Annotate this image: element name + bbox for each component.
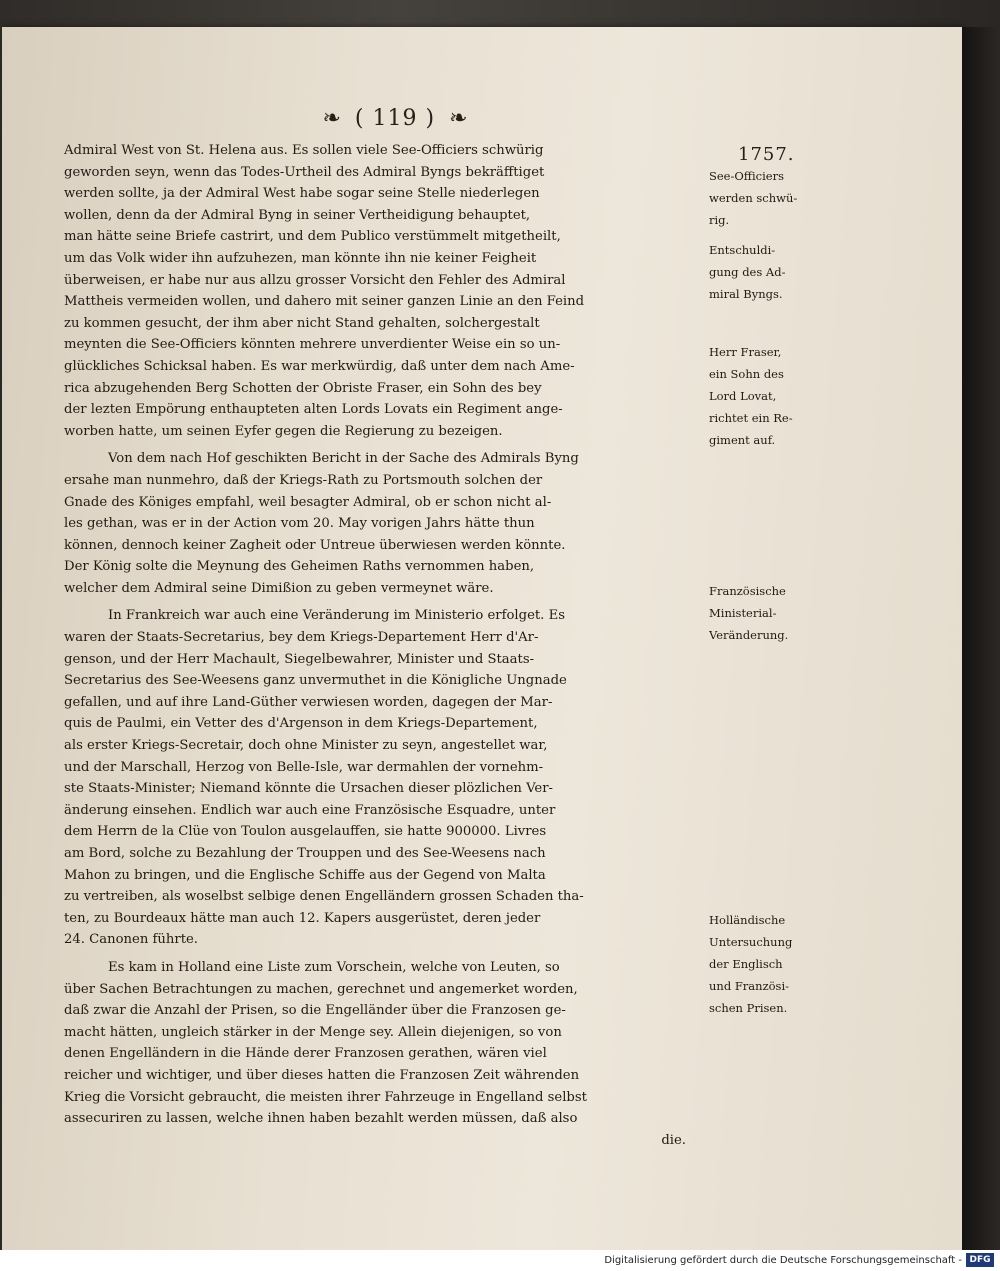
text-line: Mahon zu bringen, und die Englische Schiffe aus der Gegend von Malta: [64, 867, 546, 883]
text-line: Admiral West von St. Helena aus. Es sollen viele See-Officiers schwürig: [64, 143, 544, 158]
text-line: Der König solte die Meynung des Geheimen Raths vernommen haben,: [64, 559, 535, 575]
text-line: quis de Paulmi, ein Vetter des d'Argenson in dem Kriegs-Departement,: [64, 716, 538, 732]
margin-line: miral Byngs.: [709, 287, 783, 301]
margin-line: rig.: [709, 213, 730, 227]
text-line: geworden seyn, wenn das Todes-Urtheil des Admiral Byngs bekräfftiget: [64, 164, 545, 180]
text-line: Mattheis vermeiden wollen, und dahero mit seiner ganzen Linie an den Feind: [64, 294, 585, 310]
text-line: 24. Canonen führte.: [64, 932, 198, 948]
margin-line: Ministerial-: [709, 606, 777, 620]
text-line: Gnade des Königes empfahl, weil besagter Admiral, ob er schon nicht al-: [64, 494, 552, 510]
margin-line: Herr Fraser,: [709, 345, 782, 359]
margin-line: Untersuchung: [709, 935, 793, 949]
margin-line: der Englisch: [709, 957, 783, 971]
text-line: um das Volk wider ihn aufzuhezen, man könnte ihn nie keiner Feigheit: [64, 250, 537, 266]
text-line: zu vertreiben, als woselbst selbige denen Engelländern grossen Schaden tha-: [64, 889, 584, 905]
text-line: ste Staats-Minister; Niemand könnte die Ursachen dieser plözlichen Ver-: [64, 781, 553, 797]
text-line: Es kam in Holland eine Liste zum Vorschein, welche von Leuten, so: [108, 959, 560, 975]
text-line: daß zwar die Anzahl der Prisen, so die Engelländer über die Franzosen ge-: [64, 1003, 566, 1019]
text-line: gefallen, und auf ihre Land-Güther verwiesen worden, dagegen der Mar-: [64, 694, 553, 710]
margin-line: ein Sohn des: [709, 367, 784, 381]
text-line: werden sollte, ja der Admiral West habe sogar seine Stelle niederlegen: [64, 186, 540, 202]
margin-line: giment auf.: [709, 433, 776, 447]
text-line: ersahe man nunmehro, daß der Kriegs-Rath zu Portsmouth solchen der: [64, 472, 543, 488]
year-marker: 1757.: [738, 144, 795, 165]
text-line: überweisen, er habe nur aus allzu grosser Vorsicht den Fehler des Admiral: [64, 272, 566, 288]
text-line: ten, zu Bourdeaux hätte man auch 12. Kapers ausgerüstet, deren jeder: [64, 910, 541, 926]
catchword: die.: [661, 1132, 686, 1148]
paragraph-holland-list: [64, 957, 706, 1151]
margin-note-france: [709, 583, 819, 649]
text-line: man hätte seine Briefe castrirt, und dem Publico verstümmelt mitgetheilt,: [64, 229, 561, 245]
text-line: assecuriren zu lassen, welche ihnen haben bezahlt werden müssen, daß also: [64, 1111, 578, 1127]
text-line: In Frankreich war auch eine Veränderung im Ministerio erfolget. Es: [108, 608, 565, 624]
margin-line: werden schwü-: [709, 191, 798, 205]
ornament-left-icon: ❧: [322, 105, 341, 131]
dfg-logo-icon: DFG: [966, 1253, 994, 1267]
text-line: wollen, denn da der Admiral Byng in seiner Vertheidigung behauptet,: [64, 207, 531, 223]
text-line: macht hätten, ungleich stärker in der Menge sey. Allein diejenigen, so von: [64, 1024, 562, 1040]
text-line: als erster Kriegs-Secretair, doch ohne Minister zu seyn, angestellet war,: [64, 738, 548, 754]
margin-line: See-Officiers: [709, 169, 784, 183]
margin-line: richtet ein Re-: [709, 411, 793, 425]
margin-line: Veränderung.: [709, 628, 789, 642]
margin-line: Holländische: [709, 913, 786, 927]
text-line: können, dennoch keiner Zagheit oder Untreue überwiesen werden könnte.: [64, 537, 566, 553]
text-line: les gethan, was er in der Action vom 20. May vorigen Jahrs hätte thun: [64, 516, 535, 532]
text-line: welcher dem Admiral seine Dimißion zu geben vermeynet wäre.: [64, 580, 494, 596]
text-line: änderung einsehen. Endlich war auch eine Französische Esquadre, unter: [64, 802, 556, 818]
text-line: Krieg die Vorsicht gebraucht, die meisten ihrer Fahrzeuge in Engelland selbst: [64, 1089, 587, 1105]
paragraph-france-ministry: [64, 605, 706, 951]
paragraph-byng-officers: [64, 140, 706, 442]
text-line: rica abzugehenden Berg Schotten der Obriste Fraser, ein Sohn des bey: [64, 380, 542, 396]
text-line: worben hatte, um seinen Eyfer gegen die Regierung zu bezeigen.: [64, 423, 503, 439]
page-edge-shadow: [962, 27, 1000, 1250]
margin-line: und Französi-: [709, 979, 790, 993]
margin-note-fraser: [709, 344, 819, 454]
margin-line: Lord Lovat,: [709, 389, 777, 403]
text-line: waren der Staats-Secretarius, bey dem Kriegs-Departement Herr d'Ar-: [64, 630, 539, 646]
text-line: reicher und wichtiger, und über dieses hatten die Franzosen Zeit währenden: [64, 1067, 580, 1083]
text-line: am Bord, solche zu Bezahlung der Trouppen und des See-Weesens nach: [64, 846, 546, 861]
text-line: der lezten Empörung enthaupteten alten Lords Lovats ein Regiment ange-: [64, 402, 563, 418]
text-line: meynten die See-Officiers könnten mehrere unverdienter Weise ein so un-: [64, 337, 561, 353]
text-line: und der Marschall, Herzog von Belle-Isle, war dermahlen der vornehm-: [64, 759, 544, 775]
digitization-footer: [0, 1250, 1000, 1271]
paragraph-byng-report: [64, 448, 706, 599]
text-line: Von dem nach Hof geschikten Bericht in der Sache des Admirals Byng: [108, 451, 579, 467]
margin-note-holland: [709, 912, 819, 1022]
text-line: genson, und der Herr Machault, Siegelbewahrer, Minister und Staats-: [64, 651, 535, 667]
ornament-right-icon: ❧: [449, 105, 468, 131]
text-line: denen Engelländern in die Hände derer Franzosen gerathen, wären viel: [64, 1046, 547, 1062]
margin-note-byng-excuse: [709, 242, 819, 308]
text-line: über Sachen Betrachtungen zu machen, gerechnet und angemerket worden,: [64, 981, 578, 997]
margin-line: schen Prisen.: [709, 1001, 788, 1015]
main-text: [64, 140, 706, 1157]
page-number: ( 119 ): [354, 105, 436, 131]
margin-note-officers: [709, 168, 819, 234]
margin-line: Entschuldi-: [709, 243, 776, 257]
text-line: glückliches Schicksal haben. Es war merkwürdig, daß unter dem nach Ame-: [64, 358, 575, 374]
margin-line: gung des Ad-: [709, 265, 786, 279]
text-line: zu kommen gesucht, der ihm aber nicht Stand gehalten, solchergestalt: [64, 315, 540, 331]
text-line: Secretarius des See-Weesens ganz unvermuthet in die Königliche Ungnade: [64, 673, 567, 689]
footer-credit: Digitalisierung gefördert durch die Deutsche Forschungsgemeinschaft -: [604, 1255, 962, 1266]
margin-line: Französische: [709, 584, 786, 598]
page-header: [280, 98, 510, 138]
text-line: dem Herrn de la Clüe von Toulon ausgelauffen, sie hatte 900000. Livres: [64, 824, 547, 840]
